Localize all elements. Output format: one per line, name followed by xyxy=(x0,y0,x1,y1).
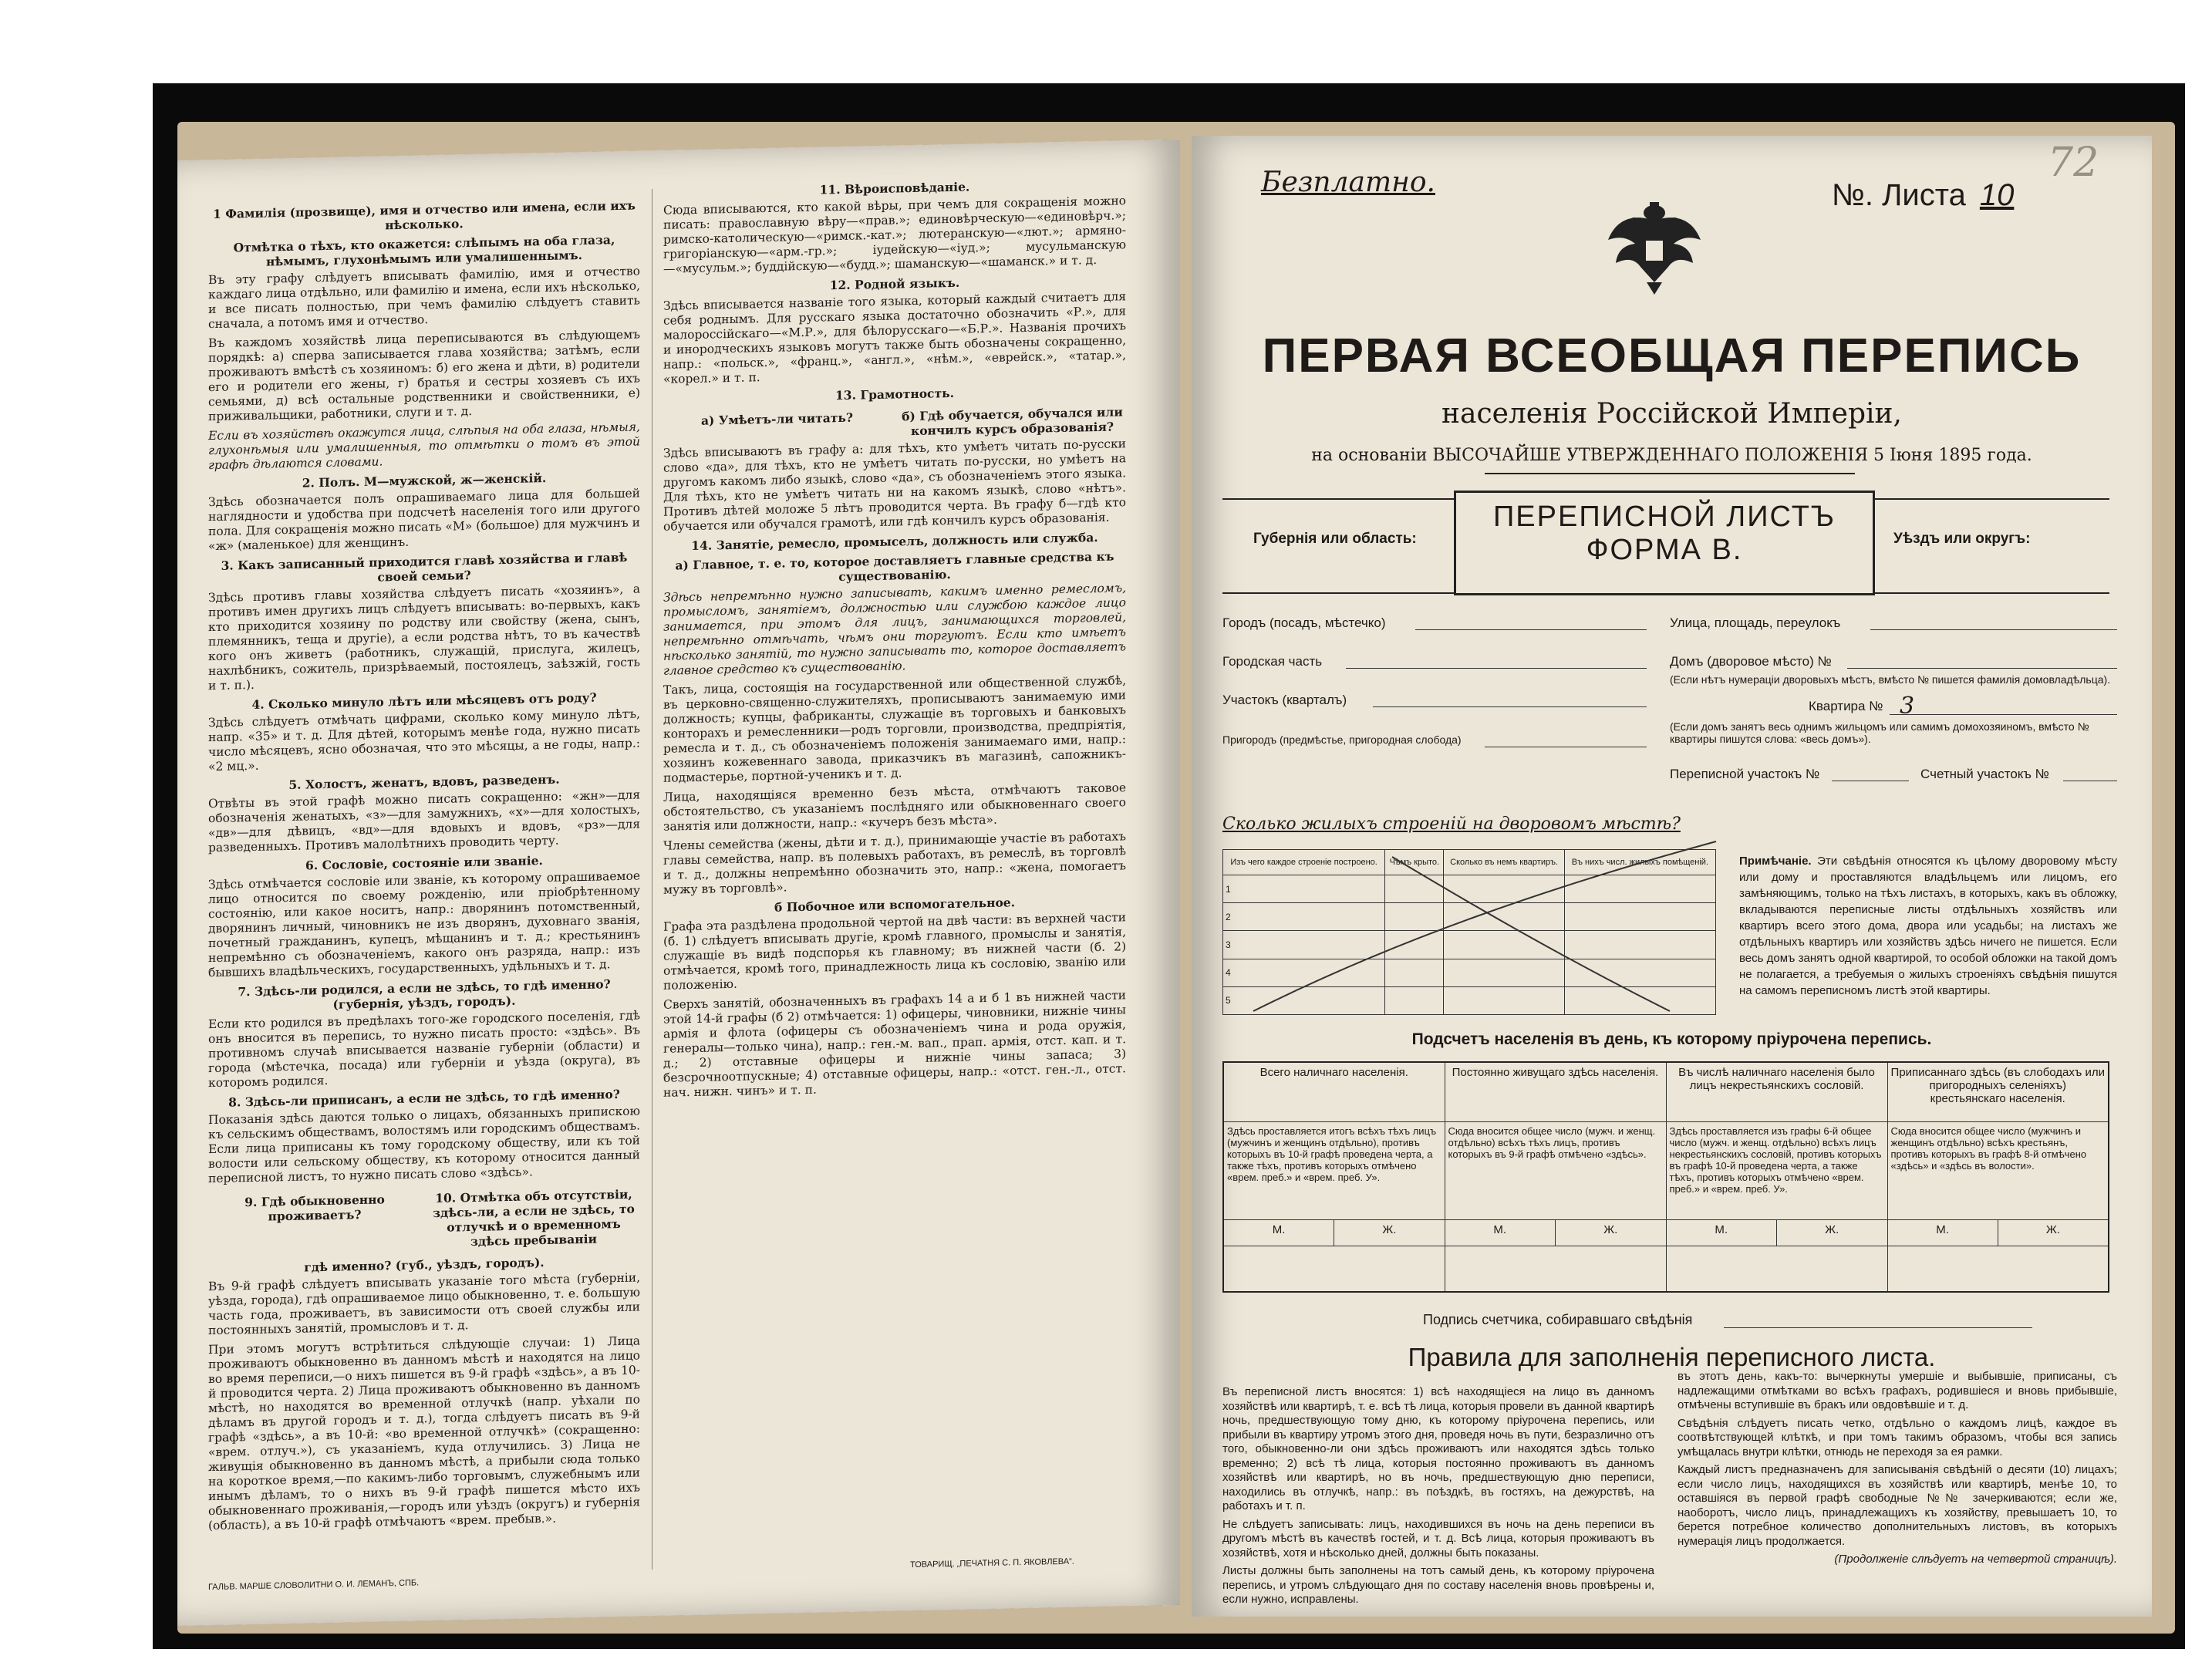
female-label: Ж. xyxy=(1382,1223,1397,1237)
apartment-field[interactable] xyxy=(1890,714,2117,715)
count-text-row xyxy=(1223,1122,2109,1220)
paragraph: Члены семейства (жены, дѣти и т. д.), принимающіе участіе въ работахъ главы семейства, напр. въ полевыхъ работахъ, въ ремеслѣ, въ торговлѣ и т. д., должны непремѣнно обозначить это, напр.: «жена, помогаетъ мужу въ торговлѣ». xyxy=(663,829,1126,897)
paragraph: Здѣсь обозначается полъ опрашиваемаго лица для большей наглядности и удобства при подсчетѣ населенія того или другого пола. Для сокращенія можно писать «М» (большое) для мужчинъ и «ж» (маленькое) для женщинъ. xyxy=(208,486,640,554)
street-field[interactable] xyxy=(1870,629,2117,630)
row-number: 5 xyxy=(1223,986,1385,1014)
heading-2: 2. Полъ. М—мужской, ж—женскій. xyxy=(302,470,547,491)
buildings-header: Изъ чего каждое строеніе построено. xyxy=(1223,850,1385,875)
count-heading-row xyxy=(1223,1062,2109,1122)
rules-paragraph: Свѣдѣнія слѣдуетъ писать четко, отдѣльно о каждомъ лицѣ, каждое въ соотвѣтствующей клѣткѣ, и при томъ такимъ образомъ, чтобы вся запись умѣщалась внутри клѣтки, отнюдь не переходя за ея рамки. xyxy=(1678,1416,2117,1458)
count-description: Здѣсь проставляется изъ графы 6-й общее число (мужч. и женщ. отдѣльно) всѣхъ лицъ некрестьянскихъ сословій, противъ которыхъ въ графѣ 10-й проведена черта, а также тѣхъ, противъ которыхъ отмѣчено «врем. преб.» и «врем. преб. У». xyxy=(1666,1122,1887,1220)
heading-13: 13. Грамотность. xyxy=(835,385,954,403)
apartment-note: (Если домъ занятъ весь однимъ жильцомъ или самимъ домохозяиномъ, вмѣсто № квартиры пишутся слова: «весь домъ»). xyxy=(1670,720,2089,745)
heading-11: 11. Вѣроисповѣданіе. xyxy=(819,179,970,197)
book-cover xyxy=(177,122,2175,1634)
paragraph: При этомъ могутъ встрѣтиться слѣдующіе случаи: 1) Лица проживаютъ обыкновенно въ данномъ мѣстѣ и находятся на лицо во время переписи,—о нихъ пишется въ 9-й графѣ «здѣсь», а въ 10-й проводится черта. 2) Лица проживаютъ обыкновенно въ данномъ мѣстѣ, но находятся во временной отлучкѣ (напр. уѣхали по дѣламъ въ другой городъ и т. д.), тогда слѣдуетъ писать въ 9-й графѣ «здѣсь», а въ 10-й: «во временной отлучкѣ» (сокращенно: «врем. отлуч.»), съ указаніемъ, куда отлучились. 3) Лица не живущія обыкновенно въ данномъ мѣстѣ, а прибыли сюда только на короткое время,—по какимъ-либо торговымъ, служебнымъ или инымъ дѣламъ, то о нихъ въ 9-й графѣ пишется мѣсто ихъ обыкновеннаго проживанія,—городъ или уѣздъ (округъ) и губернія (область), а въ 10-й графѣ отмѣчаютъ «врем. пребыв.». xyxy=(208,1334,640,1533)
apartment-label: Квартира № xyxy=(1809,699,1883,713)
count-heading: Приписаннаго здѣсь (въ слободахъ или пригородныхъ селеніяхъ) крестьянскаго населенія. xyxy=(1887,1062,2109,1122)
male-label: М. xyxy=(1445,1220,1556,1245)
female-label: Ж. xyxy=(1603,1223,1618,1237)
rules-paragraph: въ этотъ день, какъ-то: вычеркнуты умершіе и выбывшіе, приписаны, съ надлежащими отмѣтками во всѣхъ графахъ, родившіеся и вновь прибывшіе, отмѣчены вступившіе въ бракъ или овдовѣвшіе и т. д. xyxy=(1678,1370,2117,1411)
note-text: Эти свѣдѣнія относятся къ цѣлому дворовому мѣсту или дому и проставляются владѣльцемъ или лицомъ, его замѣняющимъ, только на тѣхъ листахъ, в которыхъ, какъ въ обложку, вкладываются переписные листы отдѣльныхъ хозяйствъ или квартиръ всего этого дома, двора или усадьбы; на листахъ же отдѣльныхъ квартиръ или хозяйствъ здѣсь ничего не пишется. Если весь домъ занятъ одной квартирой, то особой обложки на такой домъ не полагается, а требуемыя о жилыхъ строеніяхъ свѣдѣнія пишутся на самомъ переписномъ листѣ этой квартиры. xyxy=(1739,855,2117,997)
paragraph: Здѣсь вписываютъ въ графу а: для тѣхъ, кто умѣетъ читать по-русски слово «да», для тѣхъ, кто не умѣетъ читать по-русски, но умѣетъ на другомъ какомъ либо языкѣ, слово «да», съ обозначеніемъ этого языка. Для тѣхъ, кто не умѣетъ читать ни на какомъ языкѣ, слово «нѣтъ». Противъ дѣтей моложе 5 лѣтъ проводится черта. Въ графу б—гдѣ кто обучается или обучался грамотѣ, или гдѣ кончилъ курсъ образованія. xyxy=(663,437,1126,534)
count-mf-cell xyxy=(1223,1220,1445,1246)
pencil-page-number: 72 xyxy=(2048,140,2099,186)
male-label: М. xyxy=(1224,1220,1334,1245)
rules-column-1 xyxy=(1222,1385,1654,1611)
ward-label: Участокъ (кварталъ) xyxy=(1222,693,1347,707)
population-count-title: Подсчетъ населенія въ день, къ которому пріурочена перепись. xyxy=(1411,1030,1932,1048)
heading-12: 12. Родной языкъ. xyxy=(829,275,960,293)
count-entry-cell[interactable] xyxy=(1666,1246,1887,1292)
instructions-column-2 xyxy=(663,171,1126,1105)
heading-13a: а) Умѣетъ-ли читать? xyxy=(700,410,854,428)
buildings-question: Сколько жилыхъ строеній на дворовомъ мѣстѣ? xyxy=(1222,814,1681,834)
form-subtitle: ФОРМА В. xyxy=(1586,534,1743,566)
heading-10: 10. Отмѣтка объ отсутствіи, здѣсь-ли, а если не здѣсь, то отлучкѣ и о временномъ здѣсь пребываніи xyxy=(433,1186,635,1249)
rules-paragraph: Листы должны быть заполнены на тотъ самый день, къ которому пріурочена перепись, и утромъ слѣдующаго дня по составу населенія вновь провѣрены и, если нужно, исправлены. xyxy=(1222,1564,1654,1606)
census-area-label: Переписной участокъ № xyxy=(1670,767,1820,781)
census-title: ПЕРВАЯ ВСЕОБЩАЯ ПЕРЕПИСЬ xyxy=(1262,329,2082,383)
paragraph: Отвѣты въ этой графѣ можно писать сокращенно: «жн»—для обозначенія женатыхъ, «з»—для замужнихъ, «х»—для холостыхъ, «дв»—для дѣвицъ, «вд»—для вдовыхъ и вдовъ, «рз»—для разведенныхъ. Противъ малолѣтнихъ проводить черту. xyxy=(208,787,640,855)
paragraph: Въ каждомъ хозяйствѣ лица переписываются въ слѣдующемъ порядкѣ: а) сперва записывается глава хозяйства; затѣмъ, если проживаютъ вмѣстѣ съ хозяиномъ: б) его жена и дѣти, в) родители его и родители его жены, г) братья и сестры хозяевъ съ ихъ семьями, д) всѣ остальные родственники и свойственники, е) приживальщики, работники, слуги и т. д. xyxy=(208,327,640,424)
paragraph: Такъ, лица, состоящія на государственной или общественной службѣ, въ церковно-священно-служителяхъ, прописываютъ занимаемую ими должность; купцы, фабриканты, служащіе въ торговыхъ и банковыхъ конторахъ и ремесленники—родъ торговли, производства, предпріятія, ремесла и т. д., съ обозначеніемъ положенія занимаемаго ими, напр.: хозяинъ кожевеннаго завода, приказчикъ въ магазинѣ, сапожникъ-подмастерье, портной-ученикъ и т. д. xyxy=(663,673,1126,785)
suburb-label: Пригородъ (предмѣстье, пригородная слобода) xyxy=(1222,733,1462,746)
count-description: Здѣсь проставляется итогъ всѣхъ тѣхъ лицъ (мужчинъ и женщинъ отдѣльно), противъ которыхъ въ 10-й графѣ проведена черта, а также тѣхъ, противъ которыхъ отмѣчено «врем. преб.» и «врем. преб. У». xyxy=(1223,1122,1445,1220)
female-label: Ж. xyxy=(2045,1223,2060,1237)
heading-14: 14. Занятіе, ремесло, промыселъ, должность или служба. xyxy=(691,529,1098,554)
heading-4: 4. Сколько минуло лѣтъ или мѣсяцевъ отъ роду? xyxy=(251,690,597,712)
city-field[interactable] xyxy=(1415,629,1647,630)
male-label: М. xyxy=(1888,1220,1998,1245)
count-heading: Всего наличнаго населенія. xyxy=(1223,1062,1445,1122)
paragraph: Сюда вписываются, кто какой вѣры, при чемъ для сокращенія можно писать: православную вѣру—«прав.»; единовѣрческую—«единовѣрч.»; римско-католическую—«римск.-кат.»; лютеранскую—«лют.»; армяно-григоріанскую—«арм.-гр.»; іудейскую—«іуд.»; мусульманскую—«мусульм.»; буддійскую—«будд.»; шаманскую—«шаманск.» и т. д. xyxy=(663,194,1126,276)
row-number: 4 xyxy=(1223,959,1385,986)
heading-1: 1 Фамилія (прозвище), имя и отчество или имена, если ихъ нѣсколько. xyxy=(213,197,636,233)
city-part-label: Городская часть xyxy=(1222,654,1323,669)
paragraph: Показанія здѣсь даются только о лицахъ, обязанныхъ припискою къ сельскимъ обществамъ, волостямъ или городскимъ обществамъ. Если лица приписаны къ тому городскому обществу, или къ той волости или сельскому обществу, къ которому относится данный переписной листъ, то нужно писать слово «здѣсь». xyxy=(208,1104,640,1186)
buildings-header: Въ нихъ числ. жилыхъ помѣщеній. xyxy=(1564,850,1715,875)
paragraph: Если въ хозяйствѣ окажутся лица, слѣпыя на оба глаза, нѣмыя, глухонѣмыя или умалишенныя, то отмѣтки о томъ въ этой графѣ дѣлаются словами. xyxy=(208,420,640,473)
rules-paragraph: Каждый листъ предназначенъ для записыванія свѣдѣній о десяти (10) лицахъ; если число лицъ, находящихся въ хозяйствѣ или квартирѣ, менѣе 10, то оставшіяся въ первой графѣ свободные №№ зачеркиваются; если же, наоборотъ, число лицъ, принадлежащихъ къ хозяйству, превышаетъ 10, то берется потребное количество дополнительныхъ листовъ, въ которыхъ нумерація лицъ продолжается. xyxy=(1678,1463,2117,1548)
paragraph: Графа эта раздѣлена продольной чертой на двѣ части: въ верхней части (б. 1) слѣдуетъ вписывать другіе, кромѣ главного, промыслы и занятія, служащіе въ видѣ подспорья къ главному; въ нижней части (б. 2) отмѣчается, кромѣ того, принадлежность лица къ сословію, званію или положенію. xyxy=(663,910,1126,993)
count-area-label: Счетный участокъ № xyxy=(1920,767,2049,781)
note-block xyxy=(1739,853,2117,999)
house-note: (Если нѣтъ нумераціи дворовыхъ мѣстъ, вмѣсто № пишется фамилія домовладѣльца). xyxy=(1670,673,2111,686)
apartment-value: 3 xyxy=(1900,693,1915,720)
population-count-table xyxy=(1222,1061,2109,1293)
form-header-row xyxy=(1222,498,2109,594)
paragraph: Лица, находящіяся временно безъ мѣста, отмѣчаютъ таковое обстоятельство, съ указаніемъ послѣдняго или обыкновеннаго своего занятія или должности, напр.: «кучеръ безъ мѣста». xyxy=(663,781,1126,834)
female-label: Ж. xyxy=(1825,1223,1839,1237)
count-entry-cell[interactable] xyxy=(1445,1246,1666,1292)
count-mf-row xyxy=(1223,1220,2109,1246)
free-label: Безплатно. xyxy=(1261,167,1435,198)
count-heading: Въ числѣ наличнаго населенія было лицъ некрестьянскихъ сословій. xyxy=(1666,1062,1887,1122)
paragraph: Здѣсь противъ главы хозяйства слѣдуетъ писать «хозяинъ», а противъ имен другихъ лицъ слѣдуетъ вписывать: во-первыхъ, какъ кто приходится хозяину по родству или свойству (жена, сынъ, племянникъ, теща и другіе), а если родства нѣтъ, то въ качествѣ кого онъ живетъ (работникъ, служащій, прислуга, жилецъ, нахлѣбникъ, сожитель, призрѣваемый, постоялецъ, заѣзжій, гость и т. п.). xyxy=(208,582,640,693)
street-label: Улица, площадь, переулокъ xyxy=(1670,615,1841,630)
count-mf-cell xyxy=(1887,1220,2109,1246)
scan-background xyxy=(153,83,2185,1649)
heading-8: 8. Здѣсь-ли приписанъ, а если не здѣсь, то гдѣ именно? xyxy=(228,1086,620,1110)
collector-signature-label: Подпись счетчика, собиравшаго свѣдѣнія xyxy=(1423,1312,1693,1327)
census-subtitle: населенія Россійской Имперіи, xyxy=(1442,398,1902,430)
paragraph: Здѣсь непремѣнно нужно записывать, какимъ именно ремесломъ, промысломъ, занятіемъ, должностью или службою каждое лицо занимается, при этомъ для лицъ, занимающихся торговлей, непремѣнно отмѣчать, чѣмъ они торгуютъ. Если кто имѣетъ нѣсколько занятій, то нужно записывать то, которое доставляетъ главное средство къ существованію. xyxy=(663,581,1126,678)
typefoundry-note: ГАЛЬВ. МАРШЕ СЛОВОЛИТНИ О. И. ЛЕМАНЪ, СПБ. xyxy=(208,1578,420,1593)
heading-14b: б Побочное или вспомогательное. xyxy=(774,895,1016,915)
sheet-number xyxy=(1832,178,2014,213)
heading-5: 5. Холостъ, женатъ, вдовъ, разведенъ. xyxy=(288,771,560,792)
instructions-column-1 xyxy=(208,193,640,1538)
house-label: Домъ (дворовое мѣсто) № xyxy=(1670,654,1832,669)
form-title: ПЕРЕПИСНОЙ ЛИСТЪ xyxy=(1492,501,1836,533)
count-heading: Постоянно живущаго здѣсь населенія. xyxy=(1445,1062,1666,1122)
row-number: 1 xyxy=(1223,875,1385,903)
title-rule xyxy=(1485,473,1855,474)
form-title-box xyxy=(1454,491,1875,595)
heading-9-10 xyxy=(208,1182,640,1257)
continued-note: (Продолженіе слѣдуетъ на четвертой страницѣ). xyxy=(1834,1553,2117,1566)
cross-out-mark xyxy=(1238,834,1731,1019)
count-entry-cell[interactable] xyxy=(1887,1246,2109,1292)
rules-paragraph: Въ переписной листъ вносятся: 1) всѣ находящіеся на лицо въ данномъ хозяйствѣ или квартирѣ, т. е. всѣ тѣ лица, которыя провели въ данной квартирѣ ночь, предшествующую тому дню, къ которому пріурочена перепись, или прибыли въ квартиру утромъ этого дня, проведя ночь въ пути, безразлично отъ того, обыкновенно-ли они здѣсь проживаютъ или находятся здѣсь только временно; 2) всѣ тѣ лица, которыя постоянно проживаютъ въ данномъ хозяйствѣ или квартирѣ, но въ ночь, предшествующую дню переписи, находились въ отлучкѣ, напр.: въ поѣздкѣ, въ гостяхъ, на дежурствѣ, на работахъ и т. п. xyxy=(1222,1385,1654,1512)
heading-1b: Отмѣтка о тѣхъ, кто окажется: слѣпымъ на оба глаза, нѣмымъ, глухонѣмымъ или умалишеннымъ. xyxy=(233,232,615,269)
province-label: Губернія или область: xyxy=(1253,531,1417,547)
count-entry-cell[interactable] xyxy=(1223,1246,1445,1292)
paragraph: Въ эту графу слѣдуетъ вписывать фамилію, имя и отчество каждаго лица отдѣльно, или фамилію и имена, если ихъ нѣсколько, и все писать полностью, при чемъ фамилію слѣдуетъ ставить сначала, а потомъ имя и отчество. xyxy=(208,264,640,332)
rules-title: Правила для заполненія переписного листа. xyxy=(1408,1343,1936,1371)
male-label: М. xyxy=(1667,1220,1777,1245)
collector-signature-field[interactable] xyxy=(1724,1327,2032,1328)
heading-3: 3. Какъ записанный приходится главѣ хозяйства и главѣ своей семьи? xyxy=(221,549,628,585)
count-mf-cell xyxy=(1666,1220,1887,1246)
heading-13b: б) Гдѣ обучается, обучался или кончилъ курсъ образованія? xyxy=(902,404,1123,439)
paragraph: Сверхъ занятій, обозначенныхъ въ графахъ 14 а и б 1 въ нижней части этой 14-й графы (б 2) отмѣчается: 1) офицеры, чиновники, нижніе чины армія и флота (офицеры съ обозначеніемъ чина и рода оружія, генералы—только чина), напр.: ген.-м. вап., прап. армія, отст. кап. и т. д.; 2) отставные офицеры и нижніе чины запаса; 3) безсрочноотпускные; 4) отставные офицеры, напр.: «отст. ген.-л., отст. нач. нижн. чинъ» и т. п. xyxy=(663,988,1126,1100)
paragraph: Здѣсь слѣдуетъ отмѣчать цифрами, сколько кому минуло лѣтъ, напр. «35» и т. д. Для дѣтей, которымъ менѣе года, нужно писать число мѣсяцевъ, ясно обозначая, что это мѣсяцы, а не годы, напр.: «2 мц.». xyxy=(208,706,640,774)
double-headed-eagle-icon xyxy=(1600,197,1708,298)
row-number: 2 xyxy=(1223,903,1385,931)
district-label: Уѣздъ или округъ: xyxy=(1893,531,2031,547)
ward-field[interactable] xyxy=(1373,706,1647,707)
census-basis: на основаніи ВЫСОЧАЙШЕ УТВЕРЖДЕННАГО ПОЛОЖЕНІЯ 5 Іюня 1895 года. xyxy=(1311,446,2032,465)
heading-6: 6. Сословіе, состояніе или званіе. xyxy=(305,853,543,873)
buildings-header: Чѣмъ крыто. xyxy=(1385,850,1444,875)
rules-column-2 xyxy=(1678,1370,2117,1571)
heading-7: 7. Здѣсь-ли родился, а если не здѣсь, то гдѣ именно? (губернія, уѣздъ, городъ). xyxy=(238,976,611,1012)
note-label: Примѣчаніе. xyxy=(1739,855,1812,868)
sheet-number-label: №. Листа xyxy=(1832,178,1966,212)
city-label: Городъ (посадъ, мѣстечко) xyxy=(1222,615,1386,630)
count-entry-row xyxy=(1223,1246,2109,1292)
heading-14a: а) Главное, т. е. то, которое доставляетъ главные средства къ существованію. xyxy=(675,548,1114,585)
printer-note: ТОВАРИЩ. „ПЕЧАТНЯ С. П. ЯКОВЛЕВА“. xyxy=(910,1556,1074,1570)
rules-paragraph: Не слѣдуетъ записывать: лицъ, находившихся въ ночь на день переписи въ другомъ мѣстѣ въ качествѣ гостей, и т. д. Всѣ лица, которыя проживаютъ въ хозяйствѣ, хотя и нѣсколько дней, должны быть показаны. xyxy=(1222,1517,1654,1560)
paragraph: Здѣсь отмѣчается сословіе или званіе, къ которому опрашиваемое лицо относится по своему рожденію, или пріобрѣтенному состоянію, или какое носитъ, напр.: дворянинъ потомственный, дворянинъ личный, чиновникъ не изъ дворянъ, духовнаго званія, почетный гражданинъ, купецъ, мѣщанинъ и т. д.; крестьянинъ непремѣнно съ обозначеніемъ, какого онъ разряда, напр.: изъ бывшихъ владѣльческихъ, государственныхъ, удѣльныхъ и т. д. xyxy=(208,868,640,980)
heading-10b: гдѣ именно? (губ., уѣздъ, городъ). xyxy=(304,1255,545,1275)
buildings-header: Сколько въ немъ квартиръ. xyxy=(1444,850,1564,875)
count-description: Сюда вносится общее число (мужч. и женщ. отдѣльно) всѣхъ тѣхъ лицъ, противъ которыхъ въ 9-й графѣ отмѣчено «здѣсь». xyxy=(1445,1122,1666,1220)
paragraph: Въ 9-й графѣ слѣдуетъ вписывать указаніе того мѣста (губерніи, уѣзда, города), гдѣ опрашиваемое лицо обыкновенно, т. е. большую часть года, проживаетъ, въ зависимости отъ своей службы или постоянныхъ занятій, промысловъ и т. д. xyxy=(208,1270,640,1338)
paragraph: Здѣсь вписывается названіе того языка, который каждый считаетъ для себя роднымъ. Для русскаго языка достаточно обозначить «Р.», для малороссійскаго—«М.Р.», для бѣлорусскаго—«Б.Р.». Названія прочихъ и инородческихъ языковъ могутъ также быть обозначены сокращенно, напр.: «польск.», «франц.», «англ.», «нѣм.», «еврейск.», «татар.», «корел.» и т. п. xyxy=(663,289,1126,386)
sheet-number-value: 10 xyxy=(1979,178,2015,212)
city-part-field[interactable] xyxy=(1346,668,1647,669)
left-page xyxy=(177,140,1180,1626)
house-field[interactable] xyxy=(1847,668,2117,669)
heading-9: 9. Гдѣ обыкновенно проживаетъ? xyxy=(244,1192,385,1224)
count-mf-cell xyxy=(1445,1220,1666,1246)
row-number: 3 xyxy=(1223,931,1385,959)
paragraph: Если кто родился въ предѣлахъ того-же городского поселенія, гдѣ онъ вносится въ перепись, то нужно писать просто: «здѣсь». Въ противномъ случаѣ вписывается названіе губерніи (области) и города (мѣстечка, посада) или губерніи и уѣзда (округа), въ которомъ родился. xyxy=(208,1008,640,1091)
count-description: Сюда вносится общее число (мужчинъ и женщинъ отдѣльно) всѣхъ крестьянъ, противъ которыхъ въ графѣ 8-й отмѣчено «здѣсь» и «здѣсь въ волости». xyxy=(1887,1122,2109,1220)
right-page xyxy=(1192,136,2152,1617)
